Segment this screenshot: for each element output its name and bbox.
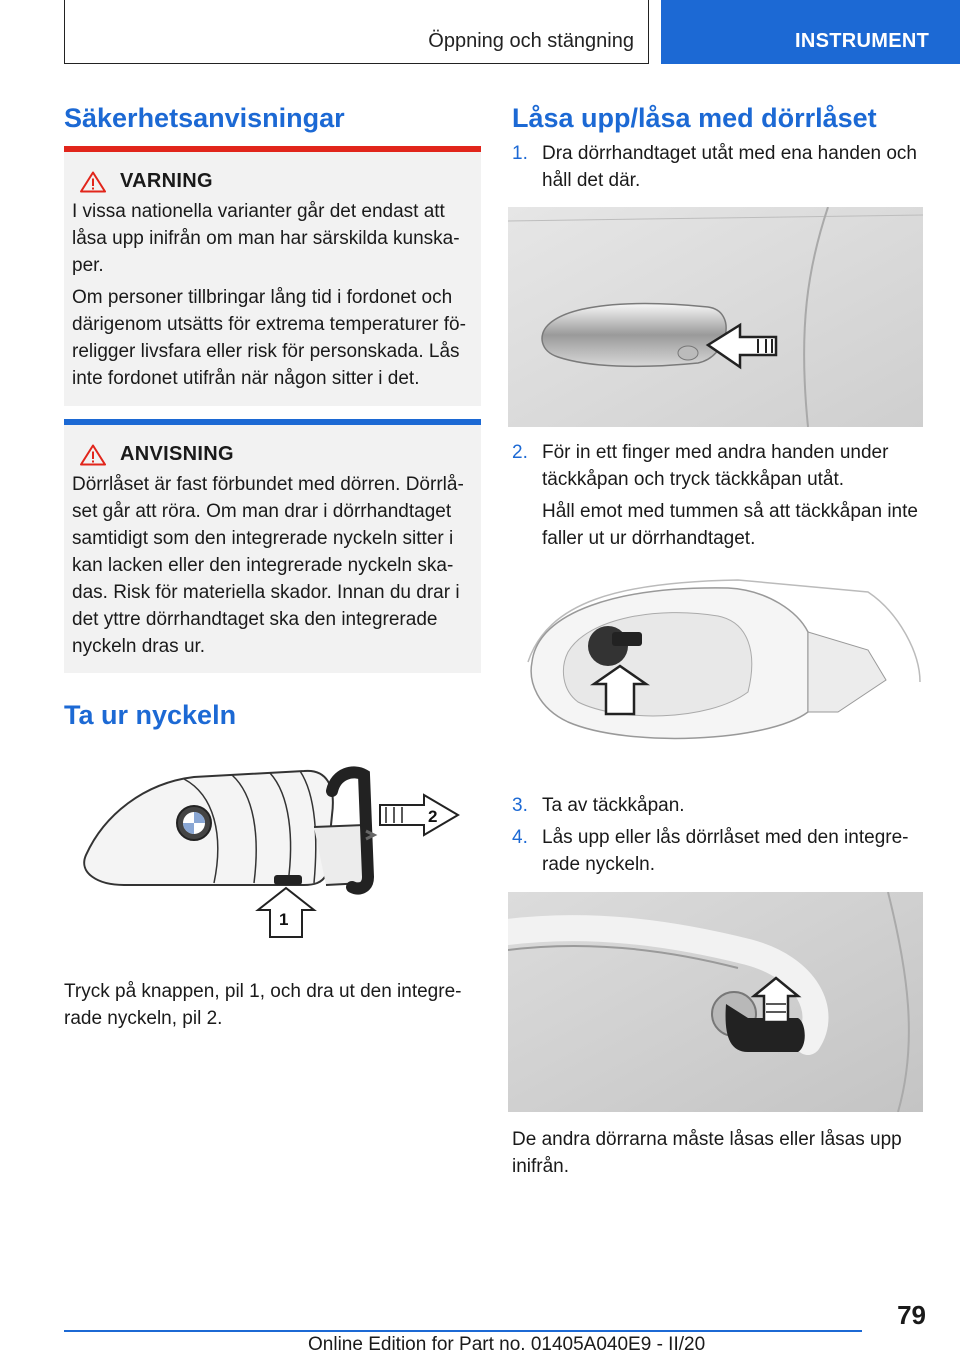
heading-remove-key: Ta ur nyckeln xyxy=(64,700,237,730)
step-2-text-2: Håll emot med tummen så att täckkåpan inte faller ut ur dörrhandtaget. xyxy=(542,501,918,549)
step-4-text: Lås upp eller lås dörrlåset med den integrerade nyckeln. xyxy=(542,827,909,875)
warning-title: VARNING xyxy=(120,170,213,192)
step-2 xyxy=(512,439,932,552)
key-in-lock-photo xyxy=(508,892,923,1112)
notice-title: ANVISNING xyxy=(120,443,234,465)
footer-edition: Online Edition for Part no. 01405A040E9 - II/20 xyxy=(308,1334,706,1355)
heading-safety: Säkerhetsanvisningar xyxy=(64,103,345,133)
notice-triangle-icon xyxy=(80,444,106,466)
step-3 xyxy=(512,792,932,819)
warning-paragraph-1: I vissa nationella varianter går det endast att låsa upp inifrån om man har särskilda kunskaper. xyxy=(72,201,460,276)
step-4-number: 4. xyxy=(512,827,528,848)
closing-note: De andra dörrarna måste låsas eller låsas upp inifrån. xyxy=(512,1129,902,1177)
step-3-number: 3. xyxy=(512,795,528,816)
header-section-box xyxy=(64,0,649,64)
step-3-text: Ta av täckkåpan. xyxy=(542,795,685,816)
key-illustration xyxy=(64,755,474,955)
door-handle-photo xyxy=(508,207,923,427)
step-2-number: 2. xyxy=(512,442,528,463)
chapter-tab-label: INSTRUMENT xyxy=(795,30,930,52)
warning-triangle-icon xyxy=(80,171,106,193)
chapter-tab[interactable] xyxy=(661,0,960,64)
step-2-text-1: För in ett finger med andra handen under täckkåpan och tryck täckkåpan utåt. xyxy=(542,442,889,490)
heading-door-lock: Låsa upp/låsa med dörrlåset xyxy=(512,103,877,133)
warning-paragraph-2: Om personer tillbringar lång tid i fordonet och därigenom utsätts för extrema temperaturer föreligger livsfara eller risk för personskada. Lås inte fordonet utifrån när någon sitter i det. xyxy=(72,287,466,389)
footer-divider xyxy=(64,1330,862,1332)
step-1-text: Dra dörrhandtaget utåt med ena handen och håll det där. xyxy=(542,143,917,191)
step-1-number: 1. xyxy=(512,143,528,164)
step-4 xyxy=(512,824,932,878)
arrow-2-label: 2 xyxy=(428,807,438,826)
header-section-title: Öppning och stängning xyxy=(428,30,634,52)
notice-box xyxy=(64,419,481,673)
warning-box xyxy=(64,146,481,406)
cover-cap-illustration xyxy=(508,572,923,752)
notice-paragraph: Dörrlåset är fast förbundet med dörren. Dörrlåset går att röra. Om man drar i dörrhandtaget samtidigt som den integrerade nyckeln sitter i kan lacken eller den integrerade nyckeln skadas. Risk för materiella skador. Innan du drar i det yttre dörrhandtaget ska den integrerade nyckeln dras ur. xyxy=(72,474,464,657)
key-caption: Tryck på knappen, pil 1, och dra ut den integrerade nyckeln, pil 2. xyxy=(64,981,462,1029)
page-number: 79 xyxy=(897,1300,926,1330)
arrow-1-label: 1 xyxy=(279,910,289,929)
step-1 xyxy=(512,140,932,194)
